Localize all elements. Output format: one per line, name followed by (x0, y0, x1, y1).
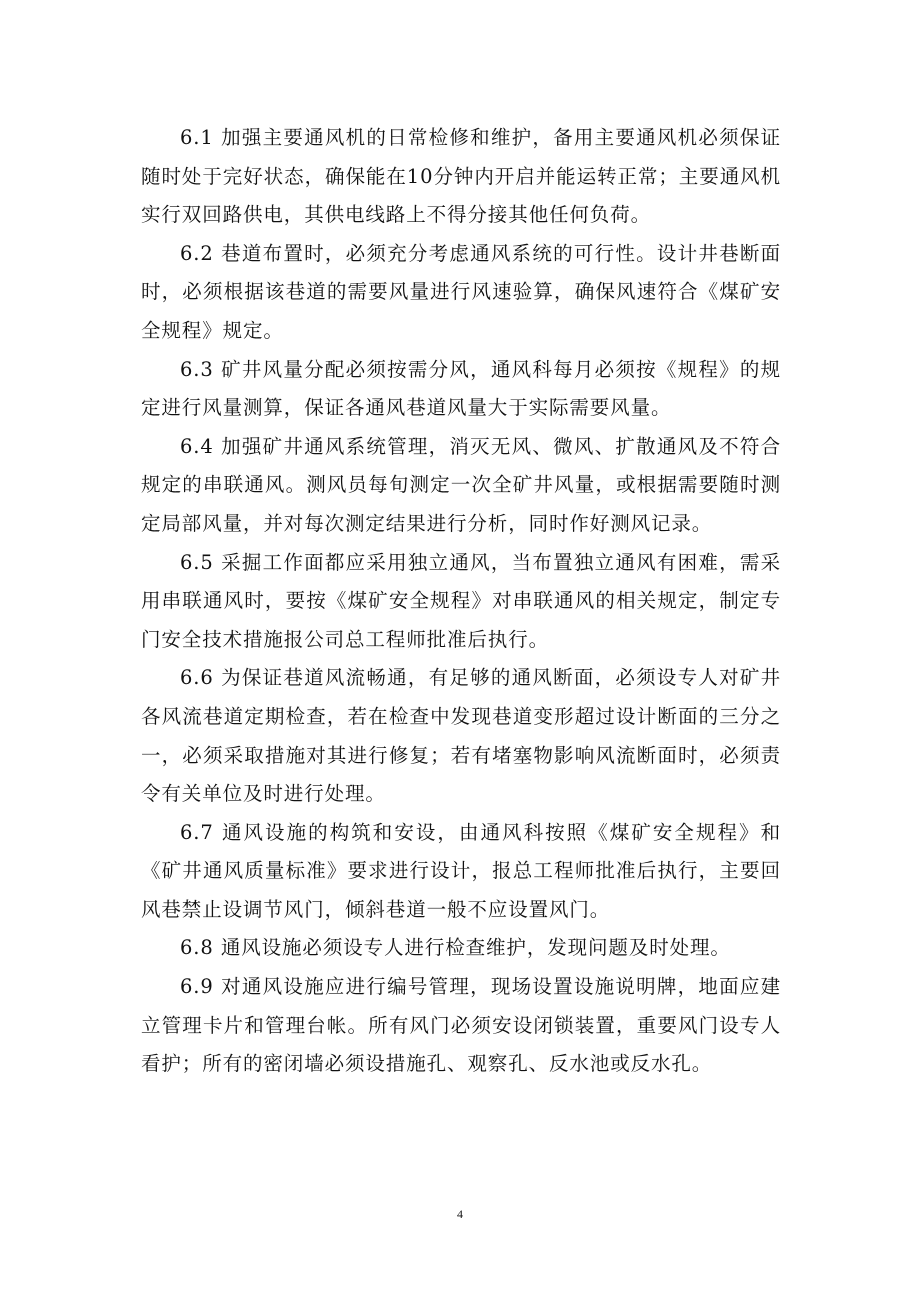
clause-number: 6.6 (180, 666, 214, 690)
clause-text: 矿井风量分配必须按需分风，通风科每月必须按《规程》的规定进行风量测算，保证各通风巷道风量大于实际需要风量。 (141, 357, 781, 420)
clause-text: 巷道布置时，必须充分考虑通风系统的可行性。设计井巷断面时，必须根据该巷道的需要风量进行风速验算，确保风速符合《煤矿安全规程》规定。 (141, 241, 781, 342)
page-number: 4 (457, 1207, 463, 1221)
clause-number: 6.8 (180, 936, 214, 960)
clause-6-9 (141, 968, 781, 1084)
clause-number: 6.7 (180, 820, 214, 844)
clause-6-1 (141, 119, 781, 235)
clause-6-2 (141, 235, 781, 351)
clause-text: 加强矿井通风系统管理，消灭无风、微风、扩散通风及不符合规定的串联通风。测风员每旬测定一次全矿井风量，或根据需要随时测定局部风量，并对每次测定结果进行分析，同时作好测风记录。 (141, 434, 781, 535)
clause-number: 6.1 (180, 126, 214, 149)
document-body (141, 119, 781, 1084)
clause-number: 6.9 (180, 975, 214, 999)
clause-text: 通风设施的构筑和安设，由通风科按照《煤矿安全规程》和《矿井通风质量标准》要求进行设计，报总工程师批准后执行，主要回风巷禁止设调节风门，倾斜巷道一般不应设置风门。 (141, 820, 781, 921)
clause-6-7 (141, 814, 781, 930)
clause-text: 为保证巷道风流畅通，有足够的通风断面，必须设专人对矿井各风流巷道定期检查，若在检查中发现巷道变形超过设计断面的三分之一，必须采取措施对其进行修复；若有堵塞物影响风流断面时，必须责令有关单位及时进行处理。 (141, 666, 781, 806)
clause-6-6 (141, 659, 781, 813)
clause-text: 加强主要通风机的日常检修和维护，备用主要通风机必须保证随时处于完好状态，确保能在10分钟内开启并能运转正常；主要通风机实行双回路供电，其供电线路上不得分接其他任何负荷。 (141, 126, 781, 227)
clause-text: 采掘工作面都应采用独立通风，当布置独立通风有困难，需采用串联通风时，要按《煤矿安全规程》对串联通风的相关规定，制定专门安全技术措施报公司总工程师批准后执行。 (141, 550, 781, 651)
clause-6-3 (141, 351, 781, 428)
clause-6-4 (141, 428, 781, 544)
clause-number: 6.4 (180, 434, 214, 458)
clause-number: 6.5 (180, 550, 214, 574)
clause-text: 通风设施必须设专人进行检查维护，发现问题及时处理。 (220, 936, 731, 960)
clause-number: 6.3 (180, 357, 214, 381)
clause-6-5 (141, 544, 781, 660)
clause-number: 6.2 (180, 241, 214, 265)
clause-text: 对通风设施应进行编号管理，现场设置设施说明牌，地面应建立管理卡片和管理台帐。所有风门必须安设闭锁装置，重要风门设专人看护；所有的密闭墙必须设措施孔、观察孔、反水池或反水孔。 (141, 975, 781, 1076)
clause-6-8 (141, 929, 781, 968)
